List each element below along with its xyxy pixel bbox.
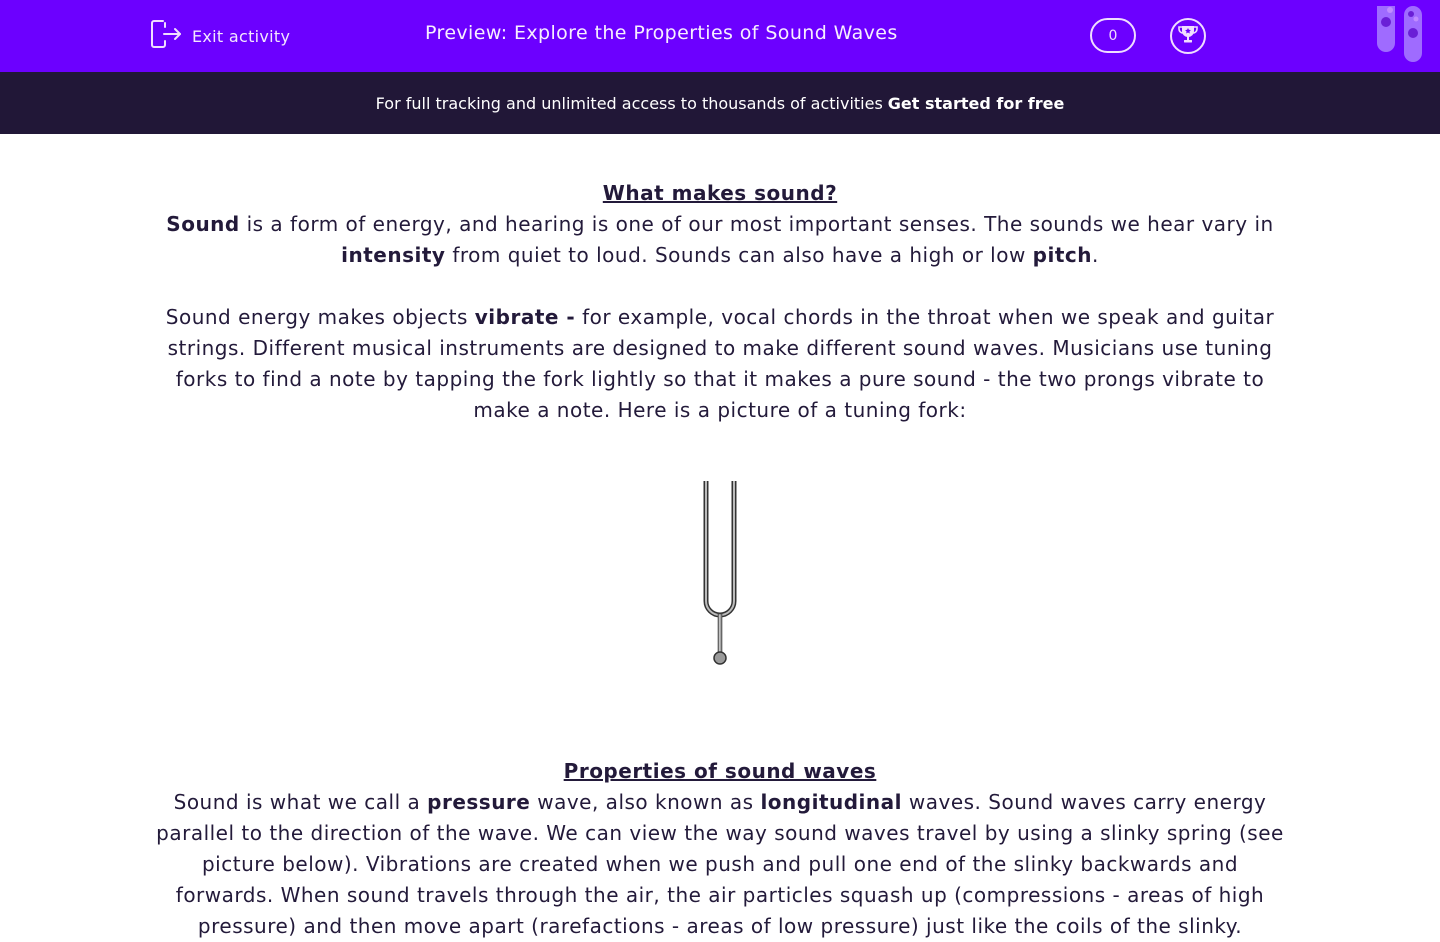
score-counter: 0 (1090, 18, 1136, 53)
text-run: waves. Sound waves carry energy parallel to the direction of the wave. We can view the way sound waves travel by using a slinky spring (see picture below). Vibrations are created when we push and pull one end of the slinky backwards and forwards. When sound travels through the air, the air particles squash up (compressions - areas of high pressure) and then move apart (rarefactions - areas of low pressure) just like the coils of the slinky. (156, 790, 1284, 938)
bold-term-intensity: intensity (341, 243, 446, 267)
banner-text: For full tracking and unlimited access to thousands of activities (375, 93, 883, 113)
bold-term-vibrate: vibrate - (474, 305, 576, 329)
text-run: from quiet to loud. Sounds can also have a high or low (445, 243, 1033, 267)
test-tubes-logo-icon (1376, 6, 1424, 66)
exit-activity-button[interactable] (150, 20, 290, 52)
trophy-button[interactable] (1170, 18, 1206, 54)
get-started-link[interactable]: Get started for free (887, 93, 1065, 113)
paragraph-sound-intro (150, 209, 1290, 271)
text-run: is a form of energy, and hearing is one of our most important senses. The sounds we hear vary in (239, 212, 1274, 236)
text-run: Sound is what we call a (173, 790, 428, 814)
bold-term-pressure: pressure (427, 790, 531, 814)
bold-term-pitch: pitch (1032, 243, 1092, 267)
bold-term-longitudinal: longitudinal (760, 790, 903, 814)
text-run: for example, vocal chords in the throat when we speak and guitar strings. Different musical instruments are designed to make different sound waves. Musicians use tuning forks to find a note by tapping the fork lightly so that it makes a pure sound - the two prongs vibrate to make a note. Here is a picture of a tuning fork: (167, 305, 1275, 422)
lesson-content (150, 178, 1290, 942)
text-run: . (1092, 243, 1099, 267)
text-run: Sound energy makes objects (165, 305, 475, 329)
paragraph-pressure-wave (150, 787, 1290, 942)
tuning-fork-figure (150, 426, 1290, 756)
exit-door-icon (150, 19, 182, 53)
page-title: Preview: Explore the Properties of Sound Waves (425, 22, 898, 44)
bold-term-sound: Sound (166, 212, 240, 236)
section-heading-properties: Properties of sound waves (563, 759, 877, 783)
section-heading-what-makes-sound: What makes sound? (602, 181, 838, 205)
signup-banner (0, 72, 1440, 134)
paragraph-vibration (150, 302, 1290, 426)
tuning-fork-image (700, 476, 740, 666)
exit-label: Exit activity (192, 26, 291, 46)
text-run: wave, also known as (530, 790, 761, 814)
top-bar (0, 0, 1440, 72)
trophy-icon (1177, 23, 1199, 49)
